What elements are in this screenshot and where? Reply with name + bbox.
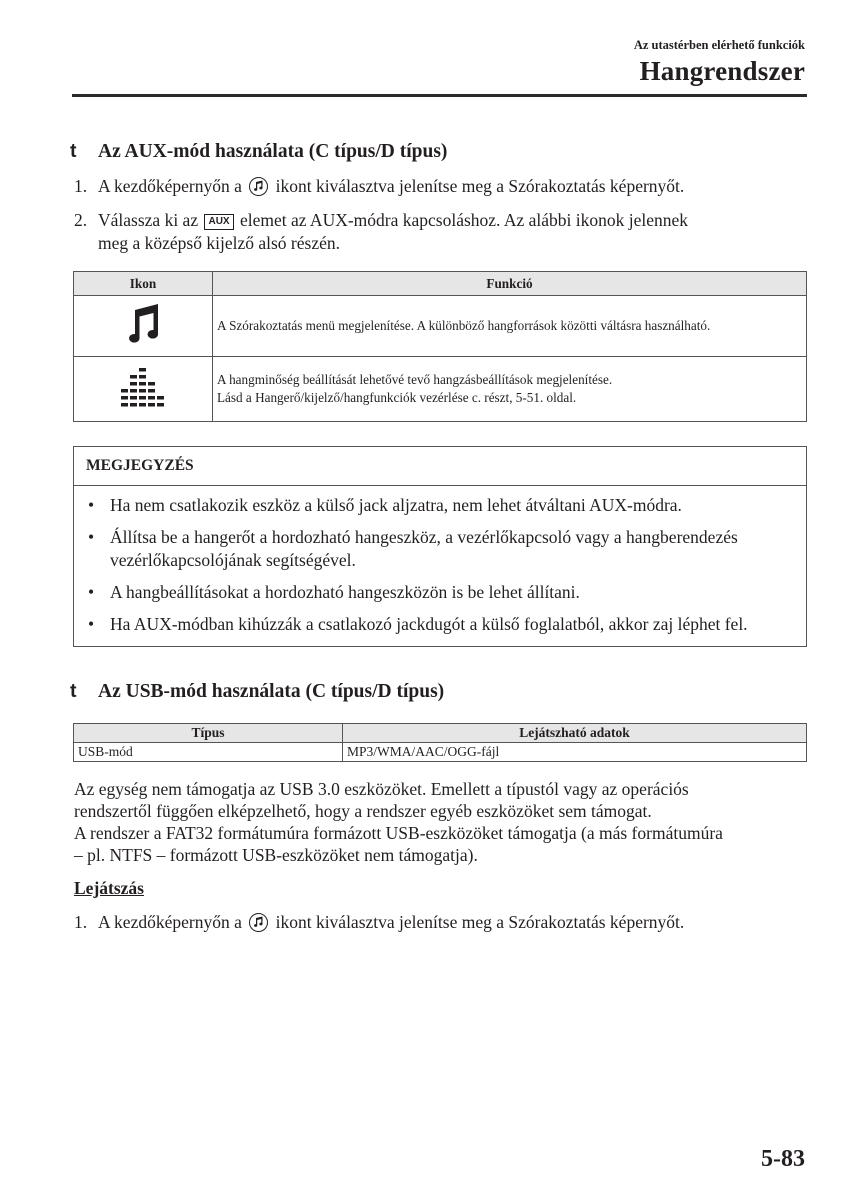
page-title: Hangrendszer [639, 56, 805, 86]
function-text-line: A hangminőség beállítását lehetővé tevő hangzásbeállítások megjelenítése. [217, 372, 613, 387]
paragraph-line: – pl. NTFS – formázott USB-eszközöket nem támogatja). [74, 845, 478, 865]
music-note-circle-icon [249, 913, 268, 932]
note-list [74, 486, 806, 646]
playable-data-cell: MP3/WMA/AAC/OGG-fájl [343, 743, 807, 762]
aux-step-1 [74, 175, 809, 198]
icon-function-table [73, 271, 807, 422]
function-cell [213, 357, 807, 422]
step-number: 1. [74, 912, 88, 932]
note-item-text: A hangbeállításokat a hordozható hangeszközön is be lehet állítani. [110, 582, 580, 602]
paragraph-line: rendszertől függően elképzelhető, hogy a rendszer egyéb eszközöket sem támogat. [74, 801, 652, 821]
note-item [86, 526, 794, 572]
usb-heading-text: Az USB-mód használata (C típus/D típus) [98, 681, 445, 702]
music-note-circle-icon [249, 177, 268, 196]
column-header-icon: Ikon [74, 272, 213, 296]
usb-info-paragraph [74, 778, 814, 866]
section-marker: t [70, 140, 77, 162]
usb-section-heading [70, 680, 444, 703]
aux-section-heading [70, 140, 447, 163]
chapter-label: Az utastérben elérhető funkciók [633, 38, 805, 52]
table-row [74, 296, 807, 357]
table-row [74, 743, 807, 762]
bullet-icon: • [88, 495, 95, 515]
icon-cell [74, 357, 213, 422]
bullet-icon: • [88, 614, 95, 634]
bullet-icon: • [88, 582, 95, 602]
step-text-after: ikont kiválasztva jelenítse meg a Szórakoztatás képernyőt. [275, 176, 685, 196]
type-cell: USB-mód [74, 743, 343, 762]
note-item [86, 581, 794, 604]
note-box [73, 446, 807, 647]
page-number: 5-83 [761, 1146, 805, 1172]
paragraph-line: A rendszer a FAT32 formátumúra formázott USB-eszközöket támogatja (a más formátumúra [74, 823, 723, 843]
aux-step-2 [74, 209, 809, 255]
step-number: 1. [74, 176, 88, 196]
playback-step-1 [74, 911, 809, 934]
note-item-text: Ha nem csatlakozik eszköz a külső jack aljzatra, nem lehet átváltani AUX-módra. [110, 495, 682, 515]
aux-icon: AUX [204, 214, 233, 230]
note-item [86, 613, 794, 636]
usb-type-table [73, 723, 807, 762]
note-item-text: Állítsa be a hangerőt a hordozható hangeszköz, a vezérlőkapcsoló vagy a hangberendezés vezérlőkapcsolójának segítségével. [110, 527, 738, 570]
bullet-icon: • [88, 527, 95, 547]
playback-subheading: Lejátszás [74, 878, 144, 898]
step-text-after: ikont kiválasztva jelenítse meg a Szórakoztatás képernyőt. [275, 912, 685, 932]
music-note-icon [126, 333, 160, 348]
icon-cell [74, 296, 213, 357]
header-divider [72, 94, 807, 97]
equalizer-icon [120, 396, 166, 411]
step-text-continuation: meg a középső kijelző alsó részén. [98, 233, 340, 253]
step-number: 2. [74, 210, 88, 230]
column-header-playable-data: Lejátszható adatok [343, 724, 807, 743]
step-text-before: A kezdőképernyőn a [98, 912, 242, 932]
column-header-function: Funkció [213, 272, 807, 296]
note-item-text: Ha AUX-módban kihúzzák a csatlakozó jackdugót a külső foglalatból, akkor zaj léphet fel. [110, 614, 748, 634]
section-marker: t [70, 680, 77, 702]
aux-heading-text: Az AUX-mód használata (C típus/D típus) [98, 141, 448, 162]
step-text-before: A kezdőképernyőn a [98, 176, 242, 196]
step-text-after: elemet az AUX-módra kapcsoláshoz. Az alábbi ikonok jelennek [239, 210, 689, 230]
column-header-type: Típus [74, 724, 343, 743]
function-cell: A Szórakoztatás menü megjelenítése. A különböző hangforrások közötti váltásra használható. [213, 296, 807, 357]
step-text-before: Válassza ki az [98, 210, 199, 230]
note-item [86, 494, 794, 517]
table-row [74, 357, 807, 422]
paragraph-line: Az egység nem támogatja az USB 3.0 eszközöket. Emellett a típustól vagy az operációs [74, 779, 689, 799]
note-title: MEGJEGYZÉS [74, 447, 806, 486]
function-text-line: Lásd a Hangerő/kijelző/hangfunkciók vezérlése c. részt, 5-51. oldal. [217, 390, 577, 405]
